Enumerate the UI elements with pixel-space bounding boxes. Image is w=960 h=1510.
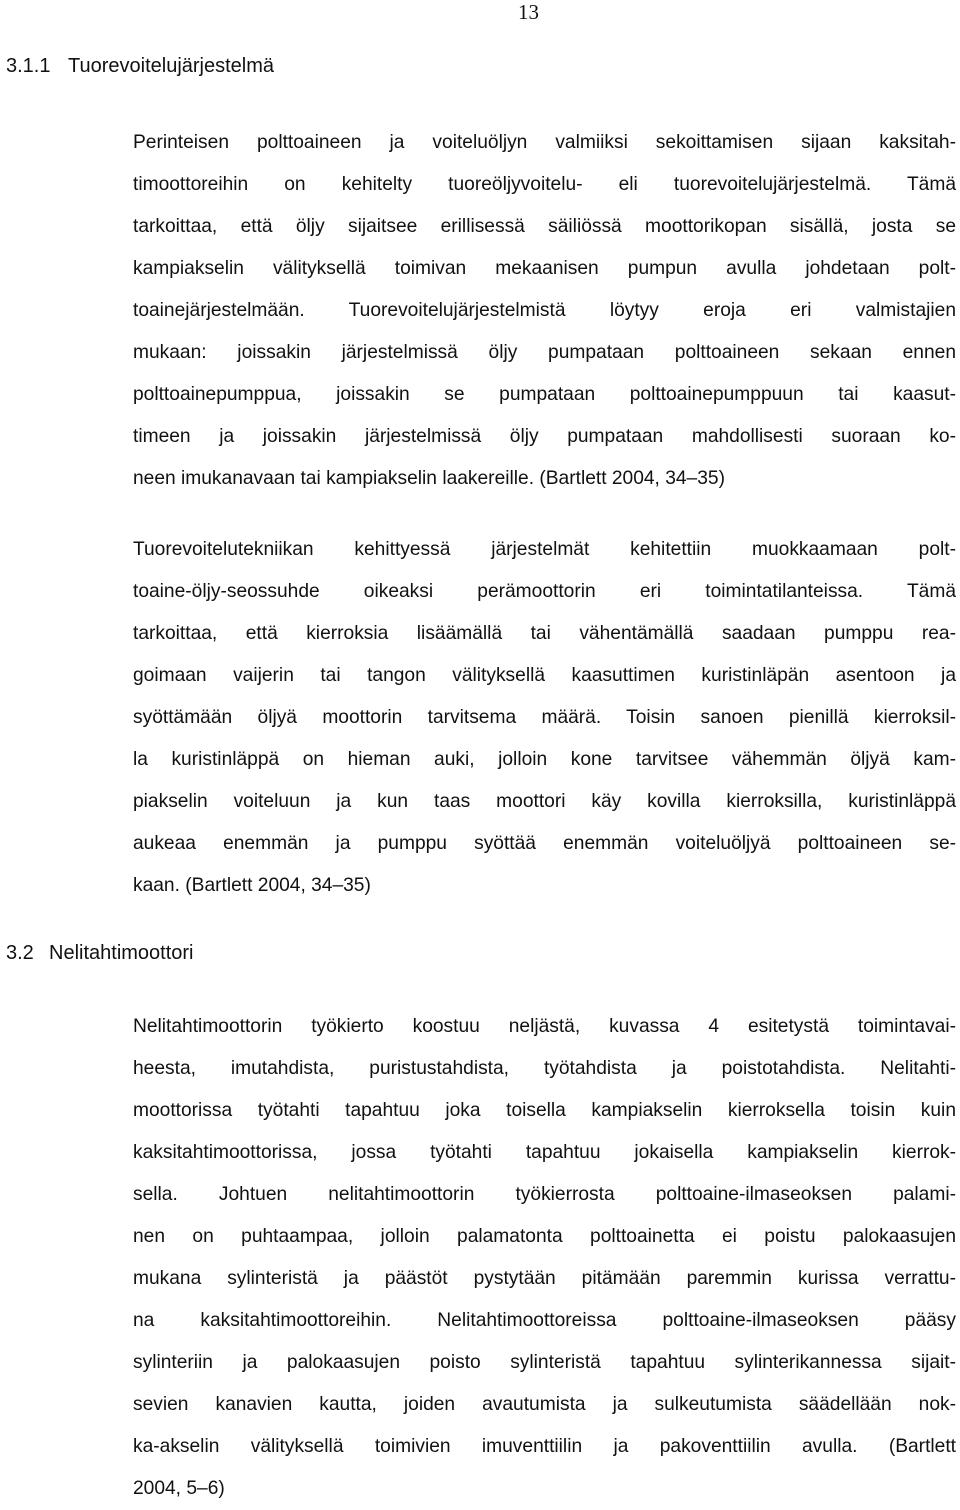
section-heading-3-1-1 bbox=[6, 52, 274, 80]
section-number: 3.2 bbox=[6, 942, 34, 964]
text-line: tarkoittaa, että öljy sijaitsee erillisessä säiliössä moottorikopan sisällä, josta se bbox=[133, 216, 956, 237]
text-line: Nelitahtimoottorin työkierto koostuu neljästä, kuvassa 4 esitetystä toimintavai- bbox=[133, 1016, 956, 1037]
text-line: Tuorevoitelutekniikan kehittyessä järjestelmät kehitettiin muokkaamaan polt- bbox=[133, 539, 956, 560]
text-line: moottorissa työtahti tapahtuu joka toisella kampiakselin kierroksella toisin kuin bbox=[133, 1100, 956, 1121]
text-line: kampiakselin välityksellä toimivan mekaanisen pumpun avulla johdetaan polt- bbox=[133, 258, 956, 279]
text-line: timoottoreihin on kehitelty tuoreöljyvoitelu- eli tuorevoitelujärjestelmä. Tämä bbox=[133, 174, 956, 195]
text-line: Perinteisen polttoaineen ja voiteluöljyn valmiiksi sekoittamisen sijaan kaksitah- bbox=[133, 132, 956, 153]
paragraph-lubrication-technology bbox=[133, 529, 956, 907]
paragraph-fresh-oil-lubrication bbox=[133, 122, 956, 500]
page-number: 13 bbox=[518, 0, 539, 24]
section-title: Nelitahtimoottori bbox=[49, 942, 194, 964]
text-line: mukaan: joissakin järjestelmissä öljy pumpataan polttoaineen sekaan ennen bbox=[133, 342, 956, 363]
section-number: 3.1.1 bbox=[6, 55, 51, 77]
text-line: 2004, 5–6) bbox=[133, 1478, 225, 1499]
text-line: polttoainepumppua, joissakin se pumpataan polttoainepumppuun tai kaasut- bbox=[133, 384, 956, 405]
text-line: toainejärjestelmään. Tuorevoitelujärjestelmistä löytyy eroja eri valmistajien bbox=[133, 300, 956, 321]
text-line: sylinteriin ja palokaasujen poisto sylinteristä tapahtuu sylinterikannessa sijait- bbox=[133, 1352, 956, 1373]
paragraph-four-stroke-engine bbox=[133, 1006, 956, 1510]
text-line: goimaan vaijerin tai tangon välityksellä kaasuttimen kuristinläpän asentoon ja bbox=[133, 665, 956, 686]
text-line: sella. Johtuen nelitahtimoottorin työkierrosta polttoaine-ilmaseoksen palami- bbox=[133, 1184, 956, 1205]
text-line: toaine-öljy-seossuhde oikeaksi perämoottorin eri toimintatilanteissa. Tämä bbox=[133, 581, 956, 602]
text-line: aukeaa enemmän ja pumppu syöttää enemmän voiteluöljyä polttoaineen se- bbox=[133, 833, 956, 854]
text-line: na kaksitahtimoottoreihin. Nelitahtimoottoreissa polttoaine-ilmaseoksen pääsy bbox=[133, 1310, 956, 1331]
text-line: sevien kanavien kautta, joiden avautumista ja sulkeutumista säädellään nok- bbox=[133, 1394, 956, 1415]
text-line: neen imukanavaan tai kampiakselin laakereille. (Bartlett 2004, 34–35) bbox=[133, 468, 725, 489]
text-line: mukana sylinteristä ja päästöt pystytään pitämään paremmin kurissa verrattu- bbox=[133, 1268, 956, 1289]
section-heading-3-2 bbox=[6, 939, 194, 967]
text-line: timeen ja joissakin järjestelmissä öljy pumpataan mahdollisesti suoraan ko- bbox=[133, 426, 956, 447]
text-line: nen on puhtaampaa, jolloin palamatonta polttoainetta ei poistu palokaasujen bbox=[133, 1226, 956, 1247]
text-line: tarkoittaa, että kierroksia lisäämällä tai vähentämällä saadaan pumppu rea- bbox=[133, 623, 956, 644]
text-line: piakselin voiteluun ja kun taas moottori käy kovilla kierroksilla, kuristinläppä bbox=[133, 791, 956, 812]
text-line: kaan. (Bartlett 2004, 34–35) bbox=[133, 875, 371, 896]
text-line: kaksitahtimoottorissa, jossa työtahti tapahtuu jokaisella kampiakselin kierrok- bbox=[133, 1142, 956, 1163]
text-line: la kuristinläppä on hieman auki, jolloin kone tarvitsee vähemmän öljyä kam- bbox=[133, 749, 956, 770]
text-line: ka-akselin välityksellä toimivien imuventtiilin ja pakoventtiilin avulla. (Bartlett bbox=[133, 1436, 956, 1457]
text-line: heesta, imutahdista, puristustahdista, työtahdista ja poistotahdista. Nelitahti- bbox=[133, 1058, 956, 1079]
text-line: syöttämään öljyä moottorin tarvitsema määrä. Toisin sanoen pienillä kierroksil- bbox=[133, 707, 956, 728]
section-title: Tuorevoitelujärjestelmä bbox=[68, 55, 275, 77]
